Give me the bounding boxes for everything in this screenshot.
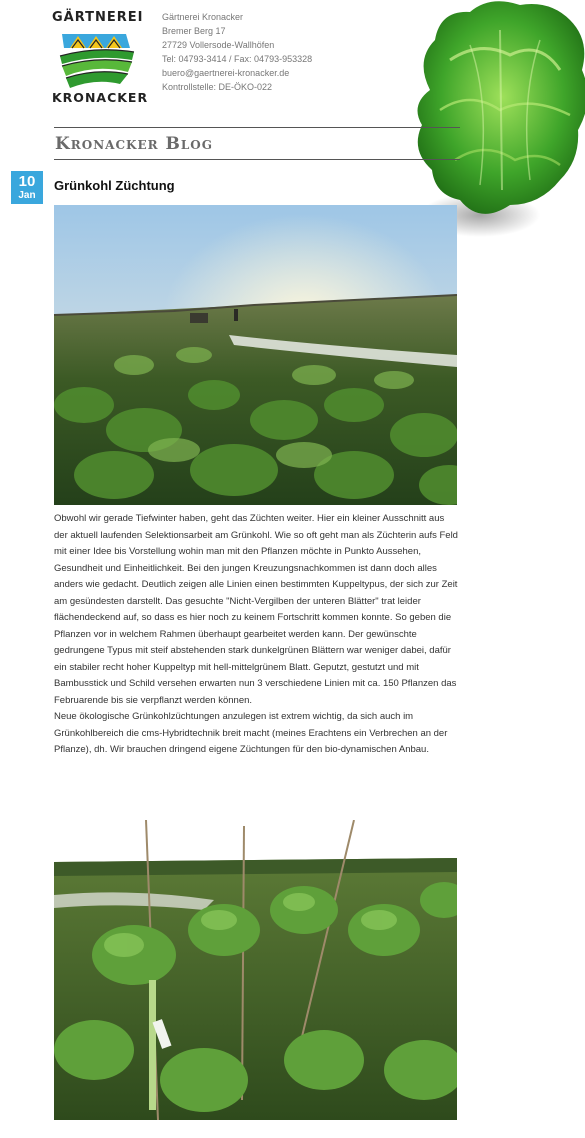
kale-field-photo[interactable]: [54, 205, 457, 505]
logo-text-top: GÄRTNEREI: [52, 10, 144, 25]
post-title[interactable]: Grünkohl Züchtung: [54, 178, 175, 193]
city: 27729 Vollersode-Wallhöfen: [162, 40, 275, 50]
control-body: Kontrollstelle: DE-ÖKO-022: [162, 82, 273, 92]
post-paragraph-1: Obwohl wir gerade Tiefwinter haben, geht das Züchten weiter. Hier ein kleiner Ausschnitt aus der aktuell laufenden Selektionsarbeit am Grünkohl. Wie so oft geht man als Züchterin aufs Feld mit einer Idee bis Vorstellung wohin man mit den Pflanzen möchte in Punkto Aussehen, Gesundheit und Einheitlichkeit. Bei den jungen Kreuzungsnachkommen ist dann doch alles anders wie gedacht. Deutlich zeigen alle Linien einen bestimmten Kuppeltypus, der sich zur Zeit am gesündesten darstellt. Das gesuchte "Nicht-Vergilben der unteren Blätter" trat leider flächendeckend auf, so dass es hier noch zu keinem Fortschritt kommen konnte. So geben die Pflanzen vor in welchem Rahmen überhaupt gearbeitet werden kann. Der gewünschte gedrungene Typus mit steif abstehenden stark dunkelgrünen Blättern war weniger dabei, dafür ein stabiler recht hoher Kuppeltyp mit hell-mittelgrünem Blatt. Geputzt, gestutzt und mit Bambusstick und Schild versehen erwarten nun 3 verschiedene Linien mit ca. 150 Pflanzen das Februarende bis sie verpflanzt werden können.: [54, 513, 458, 706]
logo-graphic: [56, 26, 138, 90]
street: Bremer Berg 17: [162, 26, 226, 36]
header-divider-bottom: [54, 159, 460, 160]
blog-title[interactable]: Kronacker Blog: [55, 134, 214, 154]
logo-text-bottom: KRONACKER: [52, 90, 149, 105]
company-logo[interactable]: [52, 8, 149, 108]
post-paragraph-2: Neue ökologische Grünkohlzüchtungen anzulegen ist extrem wichtig, da sich auch im Grünkohlbereich die cms-Hybridtechnik breit macht (meines Erachtens ein Verbrechen an der Pflanze), dh. Wir brauchen dringend eigene Züchtungen für den bio-dynamischen Anbau.: [54, 711, 448, 755]
post-date-badge: [11, 171, 43, 204]
post-body: [54, 511, 460, 759]
post-date-month: Jan: [18, 190, 36, 201]
contact-address: [162, 10, 312, 94]
post-date-day: 10: [18, 173, 36, 190]
header-divider-top: [54, 127, 460, 128]
email-link[interactable]: buero@gaertnerei-kronacker.de: [162, 68, 290, 78]
kale-plants-photo[interactable]: [54, 820, 457, 1120]
phone-fax: Tel: 04793-3414 / Fax: 04793-953328: [162, 54, 313, 64]
company-name: Gärtnerei Kronacker: [162, 12, 244, 22]
